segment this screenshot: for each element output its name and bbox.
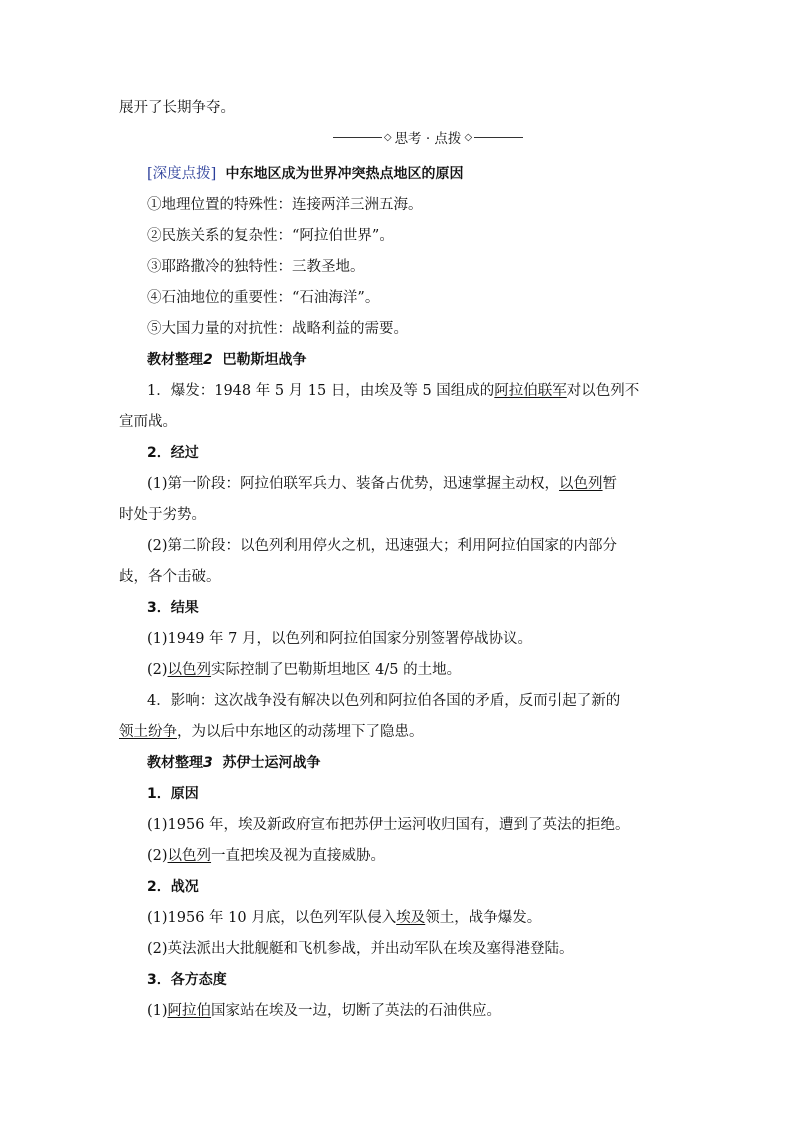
blank-answer: 阿拉伯 [167,1003,212,1019]
impact-line: 4．影响：这次战争没有解决以色列和阿拉伯各国的矛盾，反而引起了新的 [147,693,621,709]
section2-number: 2 [203,352,213,368]
cause-heading: 1．原因 [147,786,199,802]
text-run: (1)1956 年 10 月底，以色列军队侵入 [147,910,397,926]
outbreak-line [147,381,707,401]
result2-line [147,660,707,680]
section3-number: 3 [203,755,213,771]
tip-title: 中东地区成为世界冲突热点地区的原因 [225,166,464,182]
text-run: (2) [147,848,168,864]
course1-line [147,474,707,494]
course2-line-cont: 歧，各个击破。 [119,569,221,585]
text-run: (2) [147,662,168,678]
divider-label: 思考 · 点拨 [394,131,462,147]
result-heading: 3．结果 [147,600,199,616]
course2-line: (2)第二阶段：以色列利用停火之机，迅速强大；利用阿拉伯国家的内部分 [147,538,618,554]
course-heading: 2．经过 [147,445,199,461]
tip-heading [147,164,707,184]
section2-title: 巴勒斯坦战争 [222,352,307,368]
text-run: 暂 [602,476,618,492]
divider-line-right [474,137,523,138]
text-run: 实际控制了巴勒斯坦地区 4/5 的土地。 [211,662,462,678]
blank-answer: 阿拉伯联军 [494,383,567,399]
diamond-icon: ◇ [383,131,392,143]
tip-item: ③耶路撒冷的独特性：三教圣地。 [147,259,365,275]
course1-line-cont: 时处于劣势。 [119,507,206,523]
outbreak-line-cont: 宣而战。 [119,414,177,430]
tip-tag: [深度点拨] [147,166,217,182]
text-run: 国家站在埃及一边，切断了英法的石油供应。 [211,1003,502,1019]
intro-tail: 展开了长期争夺。 [119,100,235,116]
text-run: 一直把埃及视为直接威胁。 [211,848,386,864]
impact-line-cont [119,722,679,742]
attitude1-line [147,1001,707,1021]
diamond-icon: ◇ [464,131,473,143]
blank-answer: 以色列 [559,476,603,492]
text-run: 1．爆发：1948 年 5 月 15 日，由埃及等 5 国组成的 [147,383,495,399]
divider-line-left [333,137,382,138]
section-divider [333,127,523,147]
result1-line: (1)1949 年 7 月，以色列和阿拉伯国家分别签署停战协议。 [147,631,532,647]
section3-heading [147,753,707,773]
tip-item: ①地理位置的特殊性：连接两洋三洲五海。 [147,197,423,213]
text-run: (1)第一阶段：阿拉伯联军兵力、装备占优势，迅速掌握主动权， [147,476,560,492]
text-run: 领土，战争爆发。 [425,910,542,926]
war1-line [147,908,707,928]
attitude-heading: 3．各方态度 [147,972,227,988]
section3-title: 苏伊士运河战争 [222,755,321,771]
war2-line: (2)英法派出大批舰艇和飞机参战，并出动军队在埃及塞得港登陆。 [147,941,574,957]
tip-item: ②民族关系的复杂性：“阿拉伯世界”。 [147,228,394,244]
war-heading: 2．战况 [147,879,199,895]
section2-prefix: 教材整理 [147,352,203,368]
text-run: ，为以后中东地区的动荡埋下了隐患。 [177,724,424,740]
blank-answer: 领土纷争 [119,724,177,740]
cause2-line [147,846,707,866]
text-run: 对以色列不 [566,383,640,399]
cause1-line: (1)1956 年，埃及新政府宣布把苏伊士运河收归国有，遭到了英法的拒绝。 [147,817,630,833]
blank-answer: 以色列 [167,662,212,678]
section3-prefix: 教材整理 [147,755,203,771]
section2-heading [147,350,707,370]
tip-item: ④石油地位的重要性：“石油海洋”。 [147,290,380,306]
blank-answer: 埃及 [396,910,426,926]
tip-item: ⑤大国力量的对抗性：战略利益的需要。 [147,321,408,337]
text-run: (1) [147,1003,168,1019]
blank-answer: 以色列 [167,848,212,864]
